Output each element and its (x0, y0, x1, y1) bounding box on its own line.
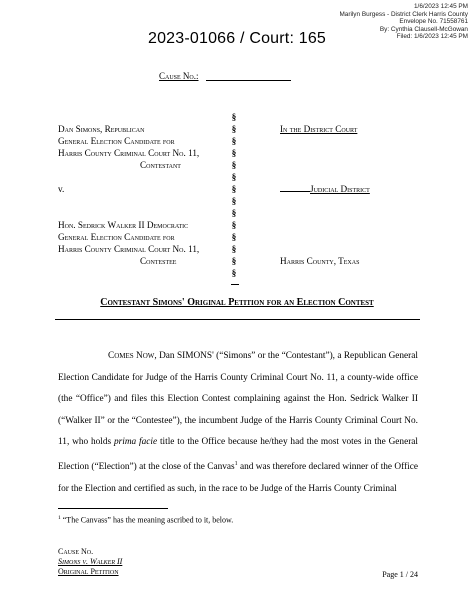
county-label: Harris County, Texas (280, 256, 360, 266)
caption-end-mark (231, 284, 239, 285)
section-mark: § (231, 184, 237, 194)
section-mark: § (231, 172, 237, 182)
contestant-role: Contestant (140, 160, 181, 170)
contestant-court: Harris County Criminal Court No. 11, (58, 148, 200, 158)
page-footer (58, 547, 122, 577)
cause-number-blank (206, 80, 291, 81)
section-mark: § (231, 256, 237, 266)
section-mark: § (231, 268, 237, 278)
section-mark: § (231, 136, 237, 146)
contestant-block (58, 123, 199, 171)
title-rule (55, 319, 420, 320)
footnote (58, 515, 418, 525)
versus-label: v. (58, 184, 65, 194)
case-number-header: 2023-01066 / Court: 165 (147, 30, 327, 47)
footer-doc-name: Original Petition (58, 567, 119, 576)
stamp-filed: Filed: 1/6/2023 12:45 PM (396, 33, 468, 41)
section-mark: § (231, 148, 237, 158)
section-mark: § (231, 196, 237, 206)
opening-phrase: Comes Now, (108, 351, 157, 361)
section-mark: § (231, 208, 237, 218)
contestee-name: Hon. Sedrick Walker II Democratic (58, 220, 189, 230)
section-mark: § (231, 160, 237, 170)
contestant-desc: General Election Candidate for (58, 136, 175, 146)
contestee-block (58, 219, 199, 267)
body-part-1: Dan SIMONS' (“Simons” or the “Contestant”), a Republican General Election Candidate for Judge of the Harris County Criminal Court No. 11, a county-wide office (the “Office”) and files this Election Contest complaining against the Hon. Sedrick Walker II (“Walker II” or the “Contestee”), the incumbent Judge of the Harris County Criminal Court No. 11, who holds (58, 351, 418, 448)
section-mark: § (231, 220, 237, 230)
section-mark: § (231, 112, 237, 122)
judicial-district-label: Judicial District (310, 184, 370, 194)
judicial-district-line (280, 183, 370, 195)
contestee-role: Contestee (140, 256, 177, 266)
body-part-2: title to the Office because he/they had the most votes in the General Election (“Election”) at the close of the Canvas (58, 437, 419, 473)
footer-parties: Simons v. Walker II (58, 557, 123, 566)
prima-facie-term: prima facie (113, 437, 158, 448)
footnote-text: “The Canvass” has the meaning ascribed to it, below. (60, 515, 234, 525)
court-label: In the District Court (280, 124, 358, 134)
page-number: Page 1 / 24 (382, 570, 418, 579)
footnote-mark: 1 (58, 515, 61, 521)
contestee-court: Harris County Criminal Court No. 11, (58, 244, 200, 254)
body-part-3: and was therefore declared winner of the Office for the Election and certified as such, in the race to be Judge of the Harris County Criminal (58, 462, 419, 494)
stamp-clerk: Marilyn Burgess - District Clerk Harris County (339, 10, 468, 18)
petition-body (58, 346, 418, 500)
district-number-blank (280, 191, 310, 192)
document-title: Contestant Simons' Original Petition for an Election Contest (100, 297, 374, 308)
footer-cause: Cause No. (58, 547, 94, 556)
section-mark: § (231, 244, 237, 254)
cause-number-label: Cause No.: (159, 71, 199, 81)
section-mark: § (231, 232, 237, 242)
footnote-reference: 1 (234, 460, 238, 467)
stamp-by: By: Cynthia Clausell-McGowan (379, 25, 468, 33)
stamp-envelope: Envelope No. 71558761 (399, 18, 468, 26)
stamp-datetime: 1/6/2023 12:45 PM (413, 3, 468, 10)
contestee-desc: General Election Candidate for (58, 232, 175, 242)
contestant-name: Dan Simons, Republican (58, 124, 145, 134)
footnote-rule (58, 508, 168, 509)
section-mark: § (231, 124, 237, 134)
